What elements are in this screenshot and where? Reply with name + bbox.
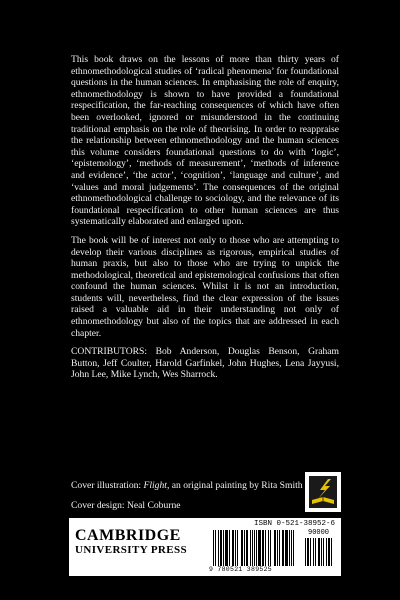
- blurb-paragraph-1: This book draws on the lessons of more than thirty years of ethnomethodological studies of ‘radical phenomena’ for foundational questions in the human sciences. In emphasising the role of enquiry, ethnomethodology is shown to have provided a foundational respecification, the far-reaching consequences of which have often been overlooked, ignored or misunderstood in the continuing traditional emphasis on the role of theorising. In order to reappraise the relationship between ethnomethodology and the human sciences this volume considers foundational questions to do with ‘logic’, ‘epistemology’, ‘methods of measurement’, ‘methods of inference and evidence’, ‘the actor’, ‘cognition’, ‘language and culture’, and ‘values and moral judgements’. The consequences of the original ethnomethodological challenge to sociology, and the relevance of its foundational respecification to other human sciences are thus systematically elaborated and enlarged upon.: [71, 54, 339, 228]
- publisher-name: CAMBRIDGE: [75, 527, 181, 544]
- isbn-barcode: [209, 520, 337, 574]
- publisher-subtitle: UNIVERSITY PRESS: [75, 544, 188, 556]
- illustration-credit-prefix: Cover illustration:: [71, 480, 144, 491]
- isbn-number: ISBN 0-521-38952-6: [253, 520, 335, 528]
- ean-barcode-icon: [213, 530, 303, 566]
- cover-illustration-credit: [71, 480, 339, 492]
- illustration-credit-suffix: , an original painting by Rita Smith: [166, 480, 303, 491]
- cover-design-credit: Cover design: Neal Coburne: [71, 500, 181, 511]
- publisher-wordmark: [75, 527, 187, 556]
- price-code: 90000: [308, 529, 330, 537]
- addon-barcode-icon: [305, 538, 335, 566]
- blurb-paragraph-2: The book will be of interest not only to those who are attempting to develop their various disciplines as rigorous, empirical studies of human praxis, but also to those who are trying to unpick the methodological, theoretical and epistemological confusions that often confound the human sciences. Whilst it is not an introduction, students will, nevertheless, find the clear expression of the issues raised a valuable aid in their understanding not only of ethnomethodology but also of the topics that are addressed in each chapter.: [71, 234, 339, 339]
- barcode-digits: 9 780521 389525: [209, 566, 273, 573]
- publisher-logo-icon: [305, 472, 341, 512]
- illustration-title: Flight: [143, 480, 167, 491]
- blurb-text: [71, 54, 339, 388]
- contributors-list: CONTRIBUTORS: Bob Anderson, Douglas Benson, Graham Button, Jeff Coulter, Harold Garfinkel, John Hughes, Lena Jayyusi, John Lee, Mike Lynch, Wes Sharrock.: [71, 346, 339, 381]
- publisher-barcode-panel: [69, 518, 341, 576]
